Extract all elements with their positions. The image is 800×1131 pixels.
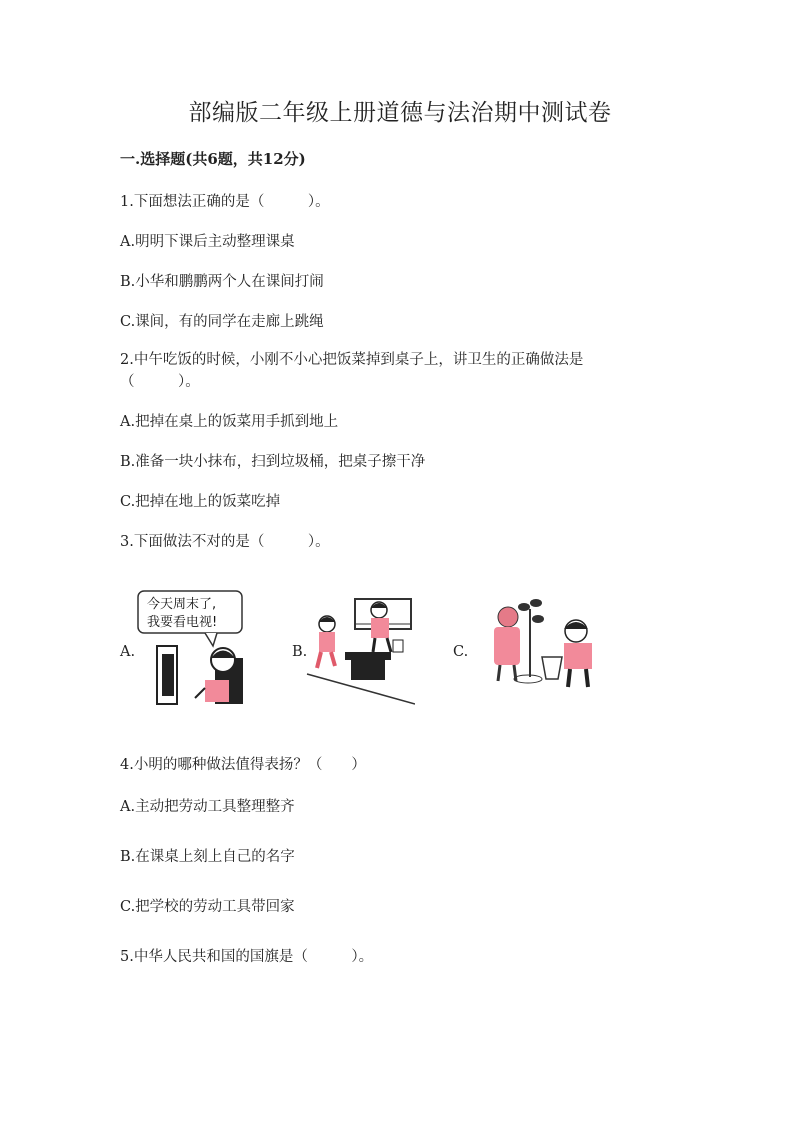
picture-a-watching-tv (135, 588, 250, 708)
q2-option-b: B.准备一块小抹布，扫到垃圾桶，把桌子擦干净 (120, 454, 426, 470)
section-heading: 一.选择题(共6题，共12分) (120, 150, 306, 168)
q4-option-c: C.把学校的劳动工具带回家 (120, 899, 295, 915)
q1-option-b: B.小华和鹏鹏两个人在课间打闹 (120, 274, 324, 290)
q4-option-a: A.主动把劳动工具整理整齐 (120, 799, 295, 815)
page-title: 部编版二年级上册道德与法治期中测试卷 (188, 100, 612, 126)
q1-option-c: C.课间，有的同学在走廊上跳绳 (120, 314, 324, 330)
question-1: 1.下面想法正确的是（ ）。 (120, 194, 330, 210)
picture-c-planting-tree (488, 597, 608, 692)
bubble-text-line2: 我要看电视! (147, 615, 218, 630)
bubble-text-line1: 今天周末了, (147, 597, 217, 612)
question-2-line1: 2.中午吃饭的时候，小刚不小心把饭菜掉到桌子上，讲卫生的正确做法是 (120, 352, 584, 368)
picture-label-c: C. (453, 644, 469, 660)
q2-option-a: A.把掉在桌上的饭菜用手抓到地上 (120, 414, 339, 430)
picture-label-a: A. (120, 644, 136, 660)
q4-option-b: B.在课桌上刻上自己的名字 (120, 849, 295, 865)
question-3: 3.下面做法不对的是（ ）。 (120, 534, 330, 550)
question-5: 5.中华人民共和国的国旗是（ ）。 (120, 949, 374, 965)
picture-label-b: B. (292, 644, 308, 660)
question-2-line2: （ ）。 (120, 374, 200, 390)
q2-option-c: C.把掉在地上的饭菜吃掉 (120, 494, 281, 510)
question-4: 4.小明的哪种做法值得表扬？（ ） (120, 757, 366, 773)
q1-option-a: A.明明下课后主动整理课桌 (120, 234, 295, 250)
picture-b-cleaning-desk (305, 596, 415, 706)
